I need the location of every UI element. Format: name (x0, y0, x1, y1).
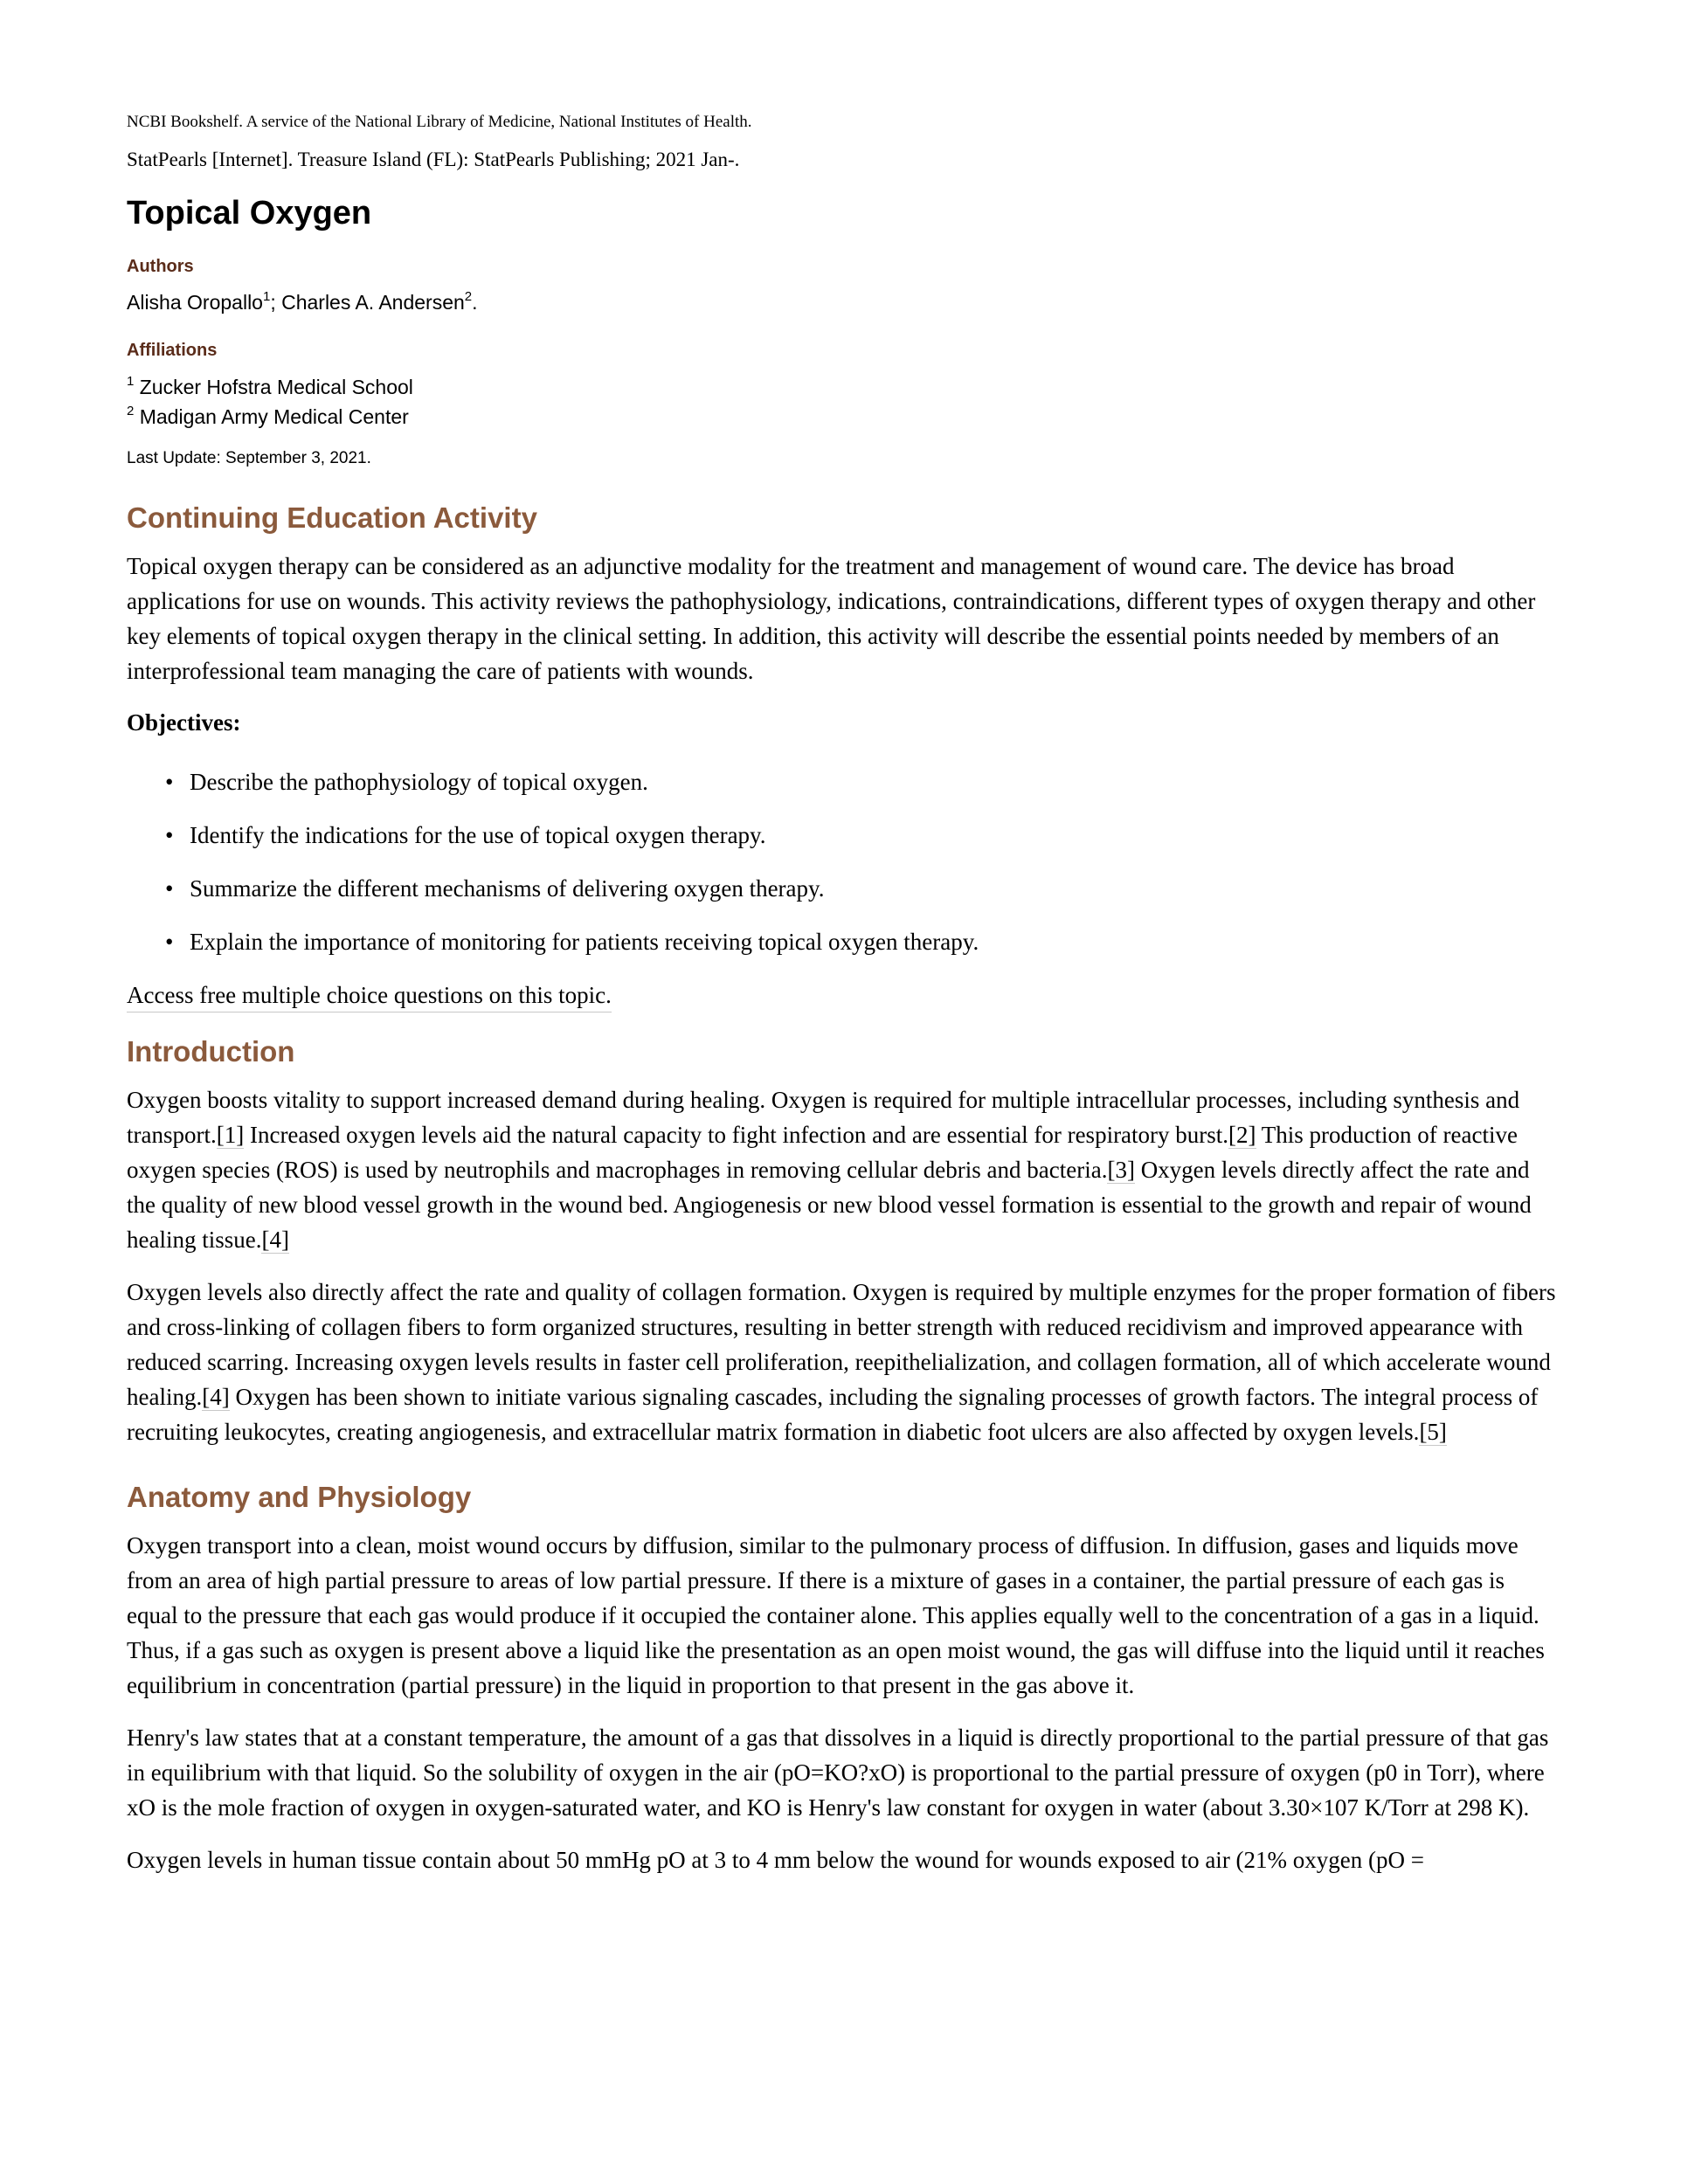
author-name: Charles A. Andersen (281, 291, 465, 314)
bullet-icon: • (165, 822, 174, 848)
objective-text: Summarize the different mechanisms of delivering oxygen therapy. (190, 875, 825, 902)
bookshelf-notice: NCBI Bookshelf. A service of the National Library of Medicine, National Institutes of Health. (127, 113, 752, 131)
text-run: Oxygen levels also directly affect the rate and quality of collagen formation. Oxygen is required by multiple enzymes for the proper formation of fibers and cross-linking of collagen fibers to form organized structures, resulting in better strength with reduced recidivism and improved appearance with reduced scarring. Increasing oxygen levels results in faster cell proliferation, reepithelialization, and collagen formation, all of which accelerate wound healing. (127, 1279, 1556, 1410)
section-heading-continuing-education: Continuing Education Activity (127, 501, 537, 534)
author-separator: . (472, 291, 478, 314)
author-separator: ; (270, 291, 282, 314)
author-name: Alisha Oropallo (127, 291, 263, 314)
text-run: Oxygen boosts vitality to support increased demand during healing. Oxygen is required for multiple intracellular processes, including synthesis and transport. (127, 1087, 1520, 1148)
objective-text: Identify the indications for the use of topical oxygen therapy. (190, 822, 766, 848)
objective-text: Describe the pathophysiology of topical oxygen. (190, 769, 648, 795)
reference-link[interactable]: [1] (216, 1122, 245, 1148)
bullet-icon: • (165, 875, 174, 902)
section-heading-introduction: Introduction (127, 1035, 295, 1068)
objective-item (165, 872, 1560, 905)
affiliation-name: Madigan Army Medical Center (139, 405, 409, 428)
affiliation-name: Zucker Hofstra Medical School (139, 376, 413, 398)
page-title: Topical Oxygen (127, 195, 372, 232)
citation: StatPearls [Internet]. Treasure Island (FL): StatPearls Publishing; 2021 Jan-. (127, 149, 740, 170)
anatomy-paragraph-3: Oxygen levels in human tissue contain about 50 mmHg pO at 3 to 4 mm below the wound for wounds exposed to air (21% oxygen (pO = (127, 1847, 1424, 1873)
objective-item (165, 765, 1560, 798)
text-run: Oxygen levels directly affect the rate and the quality of new blood vessel growth in the wound bed. Angiogenesis or new blood vessel formation is essential to the growth and repair of wound healing tissue. (127, 1157, 1532, 1253)
affiliation-item (127, 372, 1560, 402)
objective-item (165, 819, 1560, 852)
objective-text: Explain the importance of monitoring for patients receiving topical oxygen therapy. (190, 929, 979, 955)
text-run: Increased oxygen levels aid the natural capacity to fight infection and are essential for respiratory burst. (244, 1122, 1229, 1148)
reference-link[interactable]: [4] (261, 1227, 289, 1253)
affiliation-number: 2 (127, 404, 135, 418)
last-update: Last Update: September 3, 2021. (127, 449, 371, 467)
continuing-education-paragraph: Topical oxygen therapy can be considered as an adjunctive modality for the treatment and management of wound care. The device has broad applications for use on wounds. This activity reviews the pathophysiology, indications, contraindications, different types of oxygen therapy and other key elements of topical oxygen therapy in the clinical setting. In addition, this activity will describe the essential points needed by members of an interprofessional team managing the care of patients with wounds. (127, 553, 1536, 684)
anatomy-paragraph-1: Oxygen transport into a clean, moist wound occurs by diffusion, similar to the pulmonary process of diffusion. In diffusion, gases and liquids move from an area of high partial pressure to areas of low partial pressure. If there is a mixture of gases in a container, the partial pressure of each gas is equal to the pressure that each gas would produce if it occupied the container alone. This applies equally well to the concentration of a gas in a liquid. Thus, if a gas such as oxygen is present above a liquid like the presentation as an open moist wound, the gas will diffuse into the liquid until it reaches equilibrium in concentration (partial pressure) in the liquid in proportion to that present in the gas above it. (127, 1532, 1545, 1698)
reference-link[interactable]: [3] (1107, 1157, 1135, 1183)
section-heading-anatomy-physiology: Anatomy and Physiology (127, 1481, 472, 1513)
bullet-icon: • (165, 769, 174, 795)
objectives-label: Objectives: (127, 709, 241, 736)
anatomy-paragraph-2: Henry's law states that at a constant temperature, the amount of a gas that dissolves in a liquid is directly proportional to the partial pressure of that gas in equilibrium with that liquid. So the solubility of oxygen in the air (pO=KO?xO) is proportional to the partial pressure of oxygen (p0 in Torr), where xO is the mole fraction of oxygen in oxygen-saturated water, and KO is Henry's law constant for oxygen in water (about 3.30×107 K/Torr at 298 K). (127, 1724, 1549, 1821)
article (127, 112, 1560, 1895)
affiliations-list (127, 372, 1560, 432)
reference-link[interactable]: [4] (202, 1384, 230, 1410)
author-affiliation-marker: 1 (262, 289, 271, 304)
affiliation-number: 1 (127, 374, 135, 389)
authors-label: Authors (127, 257, 194, 276)
affiliation-item (127, 402, 1560, 432)
reference-link[interactable]: [5] (1419, 1419, 1447, 1445)
introduction-paragraph-1 (127, 1082, 1560, 1257)
objectives-list (127, 765, 1560, 958)
affiliations-label: Affiliations (127, 341, 218, 360)
author-affiliation-marker: 2 (464, 289, 473, 304)
text-run: Oxygen has been shown to initiate various signaling cascades, including the signaling processes of growth factors. The integral process of recruiting leukocytes, creating angiogenesis, and extracellular matrix formation in diabetic foot ulcers are also affected by oxygen levels. (127, 1384, 1539, 1445)
introduction-paragraph-2 (127, 1275, 1560, 1449)
objective-item (165, 925, 1560, 958)
reference-link[interactable]: [2] (1228, 1122, 1256, 1148)
text-run: This production of reactive oxygen species (ROS) is used by neutrophils and macrophages in removing cellular debris and bacteria. (127, 1122, 1518, 1183)
mcq-access-link[interactable]: Access free multiple choice questions on this topic. (127, 978, 612, 1013)
bullet-icon: • (165, 929, 174, 955)
authors-list (127, 288, 1560, 316)
